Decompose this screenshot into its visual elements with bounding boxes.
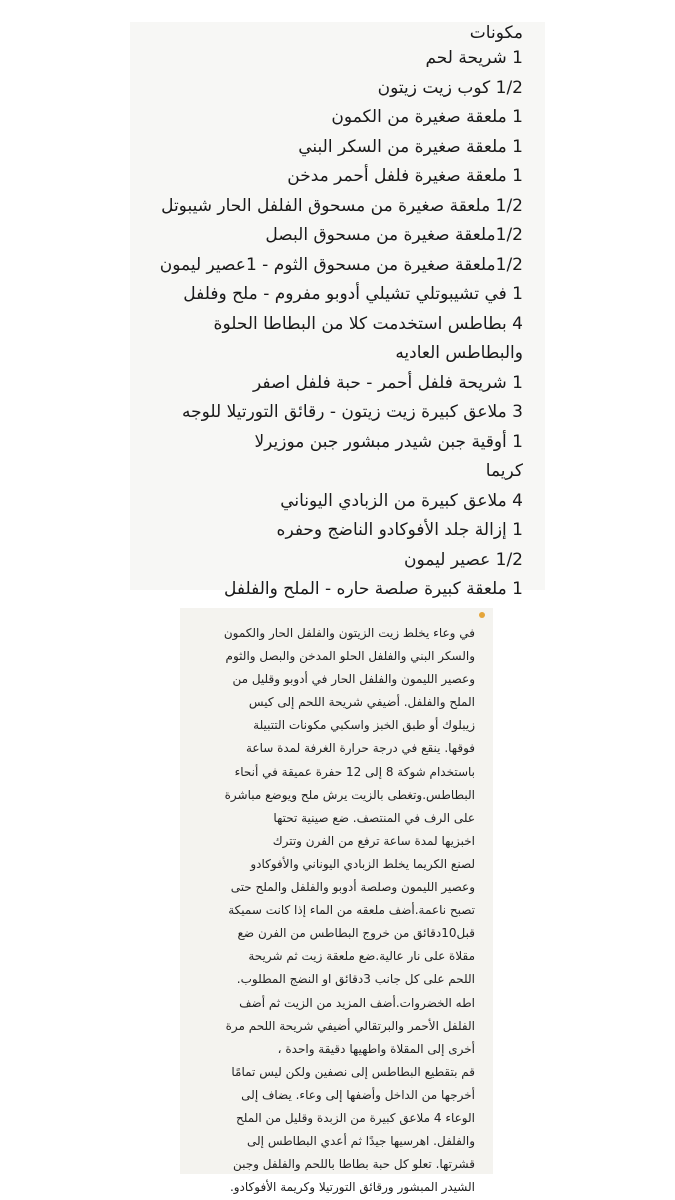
ingredient-line: 1/2 كوب زيت زيتون [377, 77, 523, 98]
instruction-line: تصبح ناعمة.أضف ملعقه من الماء إذا كانت سميكة [228, 903, 475, 918]
ingredients-card [130, 22, 545, 599]
ingredient-line: 1 شريحة فلفل أحمر - حبة فلفل اصفر [252, 372, 523, 393]
instruction-line: مقلاة على نار عالية.ضع ملعقة زيت ثم شريحة [248, 949, 475, 964]
ingredient-line: 4 بطاطس استخدمت كلا من البطاطا الحلوة [213, 313, 523, 334]
instruction-line: والفلفل. اهرسيها جيدًا ثم أعدي البطاطس إلى [247, 1134, 475, 1149]
instruction-line: زيبلوك أو طبق الخبز واسكبي مكونات التتبيلة [253, 718, 475, 733]
ingredient-line: 1/2ملعقة صغيرة من مسحوق البصل [265, 225, 523, 245]
instruction-line: اخبزيها لمدة ساعة ترفع من الفرن وتترك [272, 833, 475, 848]
ingredient-line: 3 ملاعق كبيرة زيت زيتون - رقائق التورتيلا للوجه [181, 402, 523, 422]
instruction-line: اللحم على كل جانب 3دقائق او النضج المطلوب. [236, 972, 475, 987]
ingredient-line: 4 ملاعق كبيرة من الزبادي اليوناني [280, 490, 523, 511]
ingredients-title: مكونات [469, 23, 523, 43]
ingredient-line: 1/2 عصير ليمون [404, 549, 523, 570]
instruction-line: أخرى إلى المقلاة واطهيها دقيقة واحدة ، [277, 1041, 475, 1056]
ingredient-line: والبطاطس العاديه [395, 343, 523, 363]
ingredient-line: 1/2ملعقة صغيرة من مسحوق الثوم - 1عصير ليمون [159, 254, 523, 275]
ingredient-line: 1 ملعقة صغيرة من السكر البني [298, 136, 523, 157]
instruction-line: والسكر البني والفلفل الحلو المدخن والبصل والثوم [225, 649, 475, 664]
instructions-text [193, 622, 475, 1199]
instruction-line: على الرف في المنتصف. ضع صينية تحتها [273, 810, 475, 825]
ingredient-line: 1 في تشيبوتلي تشيلي أدوبو مفروم - ملح وفلفل [183, 284, 523, 304]
instruction-line: البطاطس.وتغطى بالزيت يرش ملح ويوضع مباشرة [224, 787, 475, 802]
ingredients-list [123, 22, 523, 605]
ingredient-line: كريما [485, 461, 523, 481]
instruction-line: فوقها. ينقع في درجة حرارة الغرفة لمدة ساعة [245, 741, 475, 756]
note-marker-icon [479, 612, 485, 618]
instruction-line: الوعاء 4 ملاعق كبيرة من الزبدة وقليل من الملح [236, 1110, 475, 1125]
ingredient-line: 1/2 ملعقة صغيرة من مسحوق الفلفل الحار شيبوتل [161, 195, 523, 216]
instruction-line: قبل10دقائق من خروج البطاطس من الفرن ضع [237, 926, 475, 941]
ingredient-line: 1 إزالة جلد الأفوكادو الناضج وحفره [276, 520, 523, 540]
ingredient-line: 1 شريحة لحم [425, 48, 523, 68]
ingredient-line: 1 أوقية جبن شيدر مبشور جبن موزيرلا [254, 431, 523, 452]
instruction-line: اطه الخضروات.أضف المزيد من الزيت ثم أضف [239, 995, 475, 1010]
ingredient-line: 1 ملعقة صغيرة فلفل أحمر مدخن [287, 166, 523, 186]
instruction-line: الشيدر المبشور ورقائق التورتيلا وكريمة الأفوكادو. [229, 1180, 475, 1195]
ingredient-line: 1 ملعقة كبيرة صلصة حاره - الملح والفلفل [224, 579, 523, 599]
ingredient-line: 1 ملعقة صغيرة من الكمون [331, 107, 523, 127]
instruction-line: وعصير الليمون والفلفل الحار في أدوبو وقليل من [232, 672, 475, 687]
instruction-line: قشرتها. تعلو كل حبة بطاطا باللحم والفلفل وجبن [232, 1157, 475, 1172]
instructions-card [180, 608, 493, 1195]
instruction-line: في وعاء يخلط زيت الزيتون والفلفل الحار والكمون [223, 626, 475, 640]
instruction-line: الملح والفلفل. أضيفي شريحة اللحم إلى كيس [248, 695, 475, 710]
instruction-line: باستخدام شوكة 8 إلى 12 حفرة عميقة في أنحاء [234, 764, 475, 779]
instruction-line: أخرجها من الداخل وأضفها إلى وعاء. يضاف إلى [241, 1087, 475, 1102]
instruction-line: الفلفل الأحمر والبرتقالي أضيفي شريحة اللحم مرة [225, 1018, 475, 1033]
instruction-line: وعصير الليمون وصلصة أدوبو والفلفل والملح حتى [230, 880, 475, 895]
instruction-line: قم بتقطيع البطاطس إلى نصفين ولكن ليس تمامًا [231, 1064, 475, 1079]
instruction-line: لصنع الكريما يخلط الزبادي اليوناني والأفوكادو [250, 856, 475, 871]
